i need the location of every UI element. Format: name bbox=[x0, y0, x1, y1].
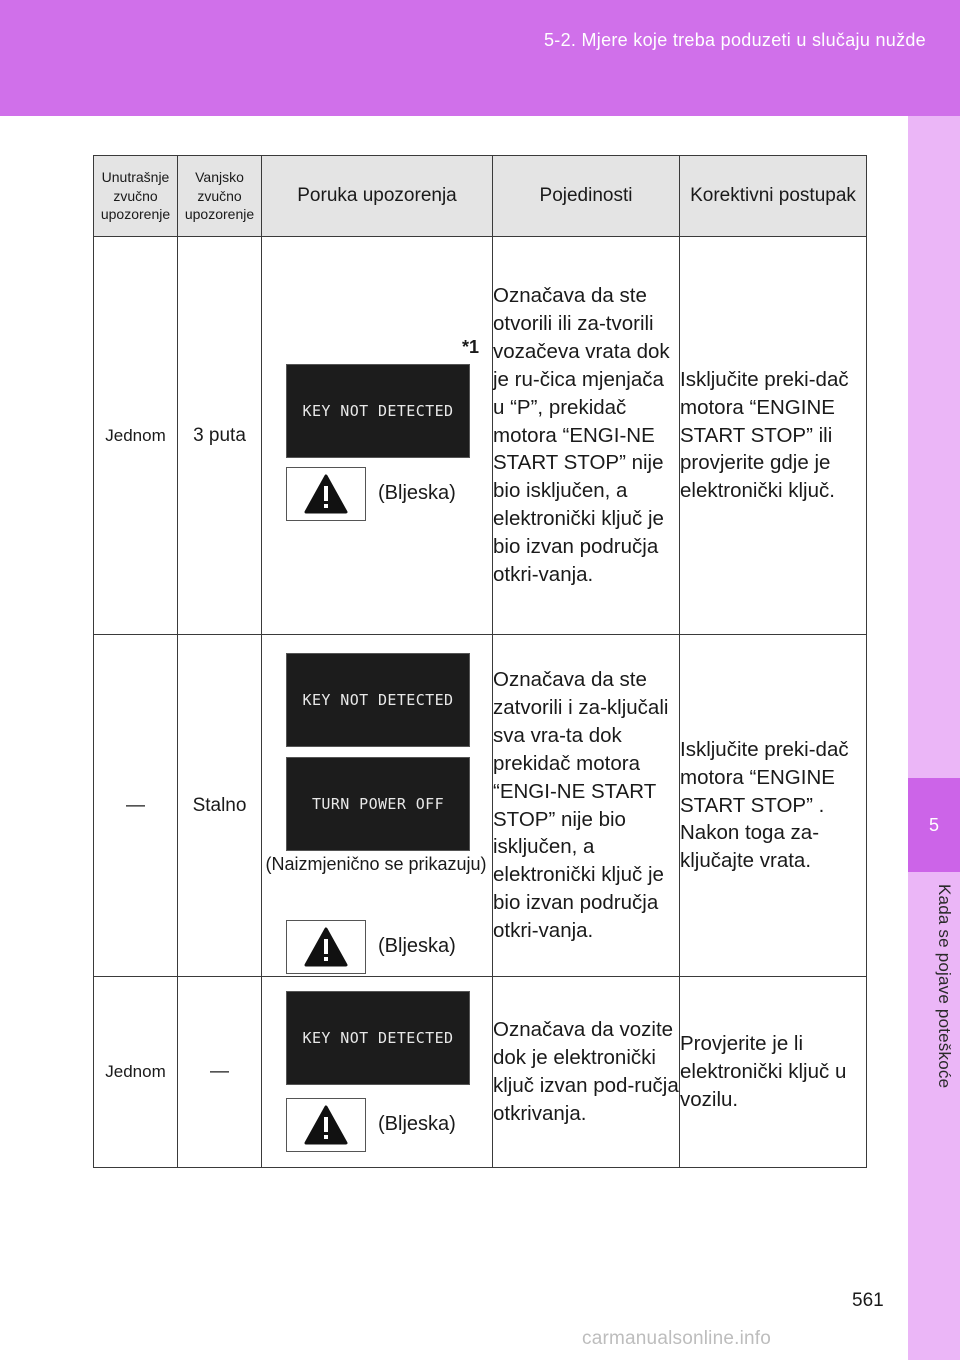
interior-sound-cell: — bbox=[94, 635, 178, 977]
section-title: 5-2. Mjere koje treba poduzeti u slučaju nužde bbox=[543, 30, 926, 50]
exterior-sound-cell: — bbox=[178, 977, 262, 1168]
details-cell: Označava da vozite dok je elektronički ključ izvan pod-ručja otkrivanja. bbox=[493, 977, 680, 1168]
alternate-display-note: (Naizmjenično se prikazuju) bbox=[265, 854, 487, 874]
header-warning-message: Poruka upozorenja bbox=[262, 156, 493, 237]
page-number: 561 bbox=[852, 1290, 884, 1311]
table-row bbox=[94, 977, 867, 1168]
corrective-action-cell: Isključite preki-dač motora “ENGINE START STOP” ili provjerite gdje je elektronički ključ. bbox=[680, 237, 867, 635]
header-corrective-action: Korektivni postupak bbox=[680, 156, 867, 237]
display-screen: TURN POWER OFF bbox=[286, 757, 470, 851]
display-screen: KEY NOT DETECTED bbox=[286, 364, 470, 458]
chapter-title: Kada se pojave poteškoće bbox=[935, 884, 954, 1089]
table-header-row bbox=[94, 156, 867, 237]
flash-label: (Bljeska) bbox=[378, 482, 456, 504]
corrective-action-cell: Isključite preki-dač motora “ENGINE START STOP” . Nakon toga za-ključajte vrata. bbox=[680, 635, 867, 977]
watermark-link[interactable]: carmanualsonline.info bbox=[582, 1328, 772, 1349]
details-cell: Označava da ste otvorili ili za-tvorili vozačeva vrata dok je ru-čica mjenjača u “P”, prekidač motora “ENGI-NE START STOP” nije bio isključen, a elektronički ključ je bio izvan područja otkri-vanja. bbox=[493, 237, 680, 635]
exclamation-warning-icon bbox=[286, 920, 366, 974]
chapter-number-badge: 5 bbox=[908, 778, 960, 872]
flash-label: (Bljeska) bbox=[378, 1113, 456, 1135]
details-cell: Označava da ste zatvorili i za-ključali sva vra-ta dok prekidač motora “ENGI-NE START STOP” nije bio isključen, a elektronički ključ je bio izvan područja otkri-vanja. bbox=[493, 635, 680, 977]
header-interior-sound: Unutrašnje zvučno upozorenje bbox=[94, 156, 178, 237]
exclamation-warning-icon bbox=[286, 467, 366, 521]
warning-message-cell bbox=[262, 237, 493, 635]
corrective-action-cell: Provjerite je li elektronički ključ u vozilu. bbox=[680, 977, 867, 1168]
warning-table bbox=[93, 155, 867, 1168]
warning-message-cell bbox=[262, 635, 493, 977]
header-band bbox=[0, 0, 960, 116]
exclamation-warning-icon bbox=[286, 1098, 366, 1152]
table-row bbox=[94, 635, 867, 977]
header-details: Pojedinosti bbox=[493, 156, 680, 237]
exterior-sound-cell: Stalno bbox=[178, 635, 262, 977]
header-exterior-sound: Vanjsko zvučno upozorenje bbox=[178, 156, 262, 237]
flash-label: (Bljeska) bbox=[378, 935, 456, 957]
interior-sound-cell: Jednom bbox=[94, 237, 178, 635]
chapter-side-tab bbox=[908, 116, 960, 1360]
display-screen: KEY NOT DETECTED bbox=[286, 653, 470, 747]
table-row bbox=[94, 237, 867, 635]
interior-sound-cell: Jednom bbox=[94, 977, 178, 1168]
display-screen: KEY NOT DETECTED bbox=[286, 991, 470, 1085]
warning-message-cell bbox=[262, 977, 493, 1168]
footnote-marker: *1 bbox=[462, 337, 480, 357]
exterior-sound-cell: 3 puta bbox=[178, 237, 262, 635]
